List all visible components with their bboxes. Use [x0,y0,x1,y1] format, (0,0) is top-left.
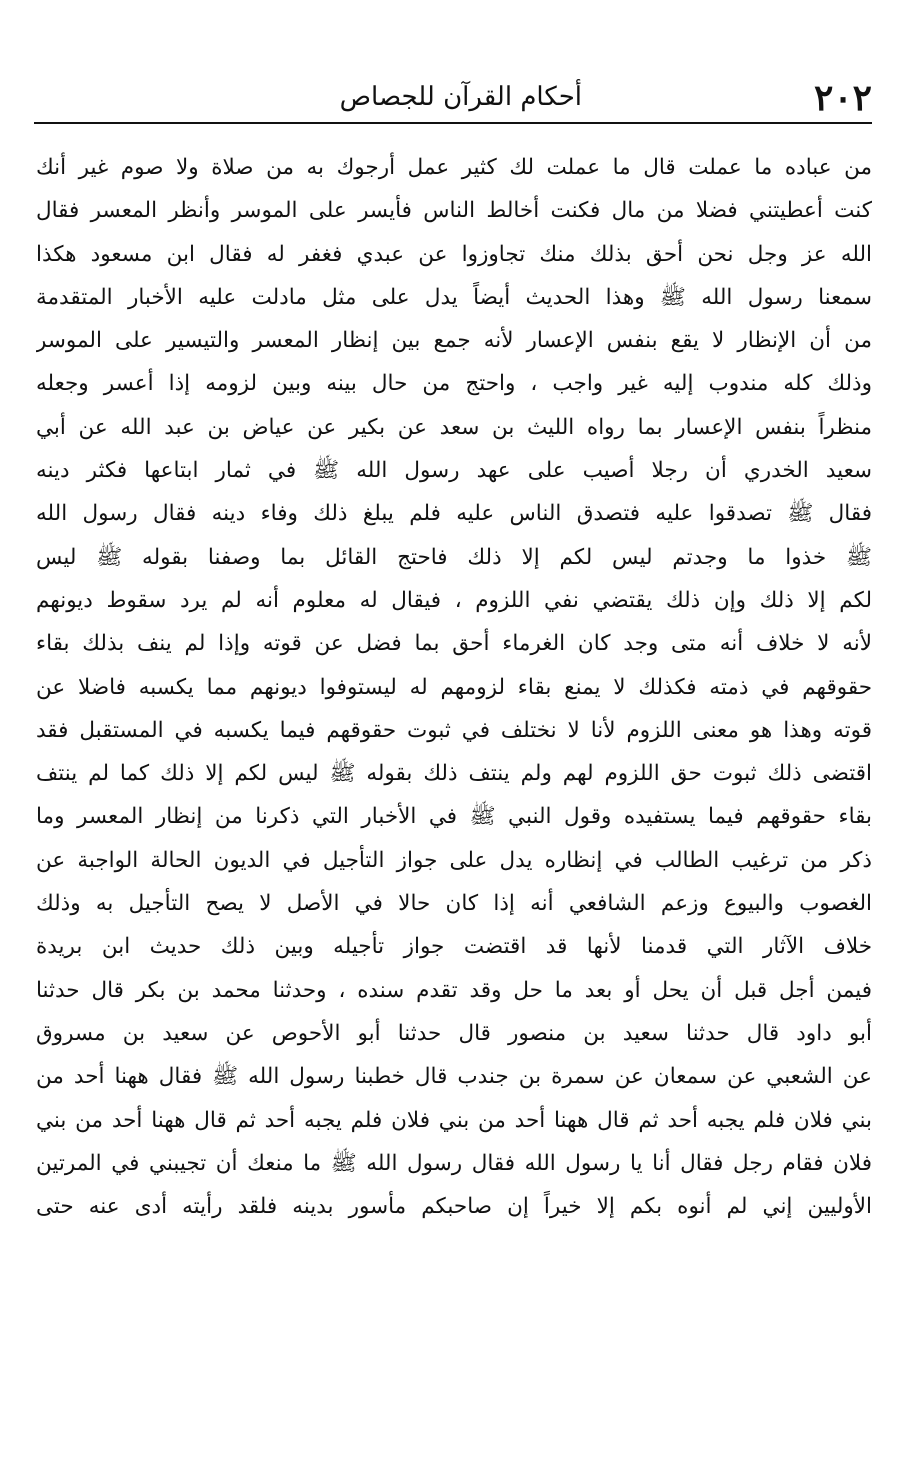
text-line: كنت أعطيتني فضلا من مال فكنت أخالط الناس فأيسر على الموسر وأنظر المعسر فقال [36,198,872,224]
text-line: أبو داود قال حدثنا سعيد بن منصور قال حدثنا أبو الأحوص عن سعيد بن مسروق [36,1020,872,1046]
text-line: سعيد الخدري أن رجلا أصيب على عهد رسول الله ﷺ في ثمار ابتاعها فكثر دينه [36,458,872,484]
text-line: اقتضى ذلك ثبوت حق اللزوم لهم ولم ينتف ذلك بقوله ﷺ ليس لكم إلا ذلك كما لم ينتف [36,761,872,787]
page-header [36,72,872,122]
text-line: بني فلان فلم يجبه أحد ثم قال ههنا أحد من بني فلان فلم يجبه أحد ثم قال ههنا أحد من بني [36,1107,872,1133]
text-line: من أن الإنظار لا يقع بنفس الإعسار لأنه جمع بين إنظار المعسر والتيسير على الموسر [36,328,872,354]
header-rule [34,122,872,124]
text-line: من عباده ما عملت قال ما عملت لك كثير عمل أرجوك به من صلاة ولا صوم غير أنك [36,155,872,180]
text-line: ذكر من ترغيب الطالب في إنظاره يدل على جواز التأجيل في الديون الحالة الواجبة عن [36,847,872,873]
page-number: ٢٠٢ [813,77,872,119]
text-line: بقاء حقوقهم فيما يستفيده وقول النبي ﷺ في الأخبار التي ذكرنا من إنظار المعسر وما [36,804,872,830]
text-line: فلان فقام رجل فقال أنا يا رسول الله فقال رسول الله ﷺ ما منعك أن تجيبني في المرتين [36,1150,872,1176]
text-line: فيمن أجل قبل أن يحل أو بعد ما حل وقد تقدم سنده ، وحدثنا محمد بن بكر قال حدثنا [36,977,872,1003]
text-line: لأنه لا خلاف أنه متى وجد كان الغرماء أحق بما فضل عن قوته وإذا لم ينف بذلك بقاء [36,631,872,657]
text-line: ﷺ خذوا ما وجدتم ليس لكم إلا ذلك فاحتج القائل بما وصفنا بقوله ﷺ ليس [36,544,872,570]
text-line: فقال ﷺ تصدقوا عليه فتصدق الناس عليه فلم يبلغ ذلك وفاء دينه فقال رسول الله [36,501,872,527]
text-line: وذلك كله مندوب إليه غير واجب ، واحتج من حال بينه وبين لزومه إذا أعسر وجعله [36,371,872,397]
text-line: حقوقهم في ذمته فكذلك لا يمنع بقاء لزومهم له ليستوفوا ديونهم مما يكسبه فاضلا عن [36,674,872,700]
text-line: خلاف الآثار التي قدمنا لأنها قد اقتضت جواز تأجيله وبين ذلك حديث ابن بريدة [36,934,872,960]
text-line: لكم إلا ذلك وإن ذلك يقتضي نفي اللزوم ، فيقال له معلوم أنه لم يرد سقوط ديونهم [36,587,872,613]
text-line: الأوليين إني لم أنوه بكم إلا خيراً إن صاحبكم مأسور بدينه فلقد رأيته أدى عنه حتى [36,1194,872,1220]
running-title: أحكام القرآن للجصاص [339,82,582,112]
text-line: الله عز وجل نحن أحق بذلك منك تجاوزوا عن عبدي فغفر له فقال ابن مسعود هكذا [36,241,872,267]
text-line: قوته وهذا هو معنى اللزوم لأنا لا نختلف في ثبوت حقوقهم فيما يكسبه في المستقبل فقد [36,717,872,743]
text-line: عن الشعبي عن سمعان عن سمرة بن جندب قال خطبنا رسول الله ﷺ فقال ههنا أحد من [36,1064,872,1090]
text-line: سمعنا رسول الله ﷺ وهذا الحديث أيضاً يدل على مثل مادلت عليه الأخبار المتقدمة [36,284,872,310]
body-text [36,146,872,1228]
text-line: الغصوب والبيوع وزعم الشافعي أنه إذا كان حالا في الأصل لا يصح التأجيل به وذلك [36,891,872,917]
text-line: منظراً بنفس الإعسار بما رواه الليث بن سعد عن بكير عن عياض بن عبد الله عن أبي [36,414,872,440]
